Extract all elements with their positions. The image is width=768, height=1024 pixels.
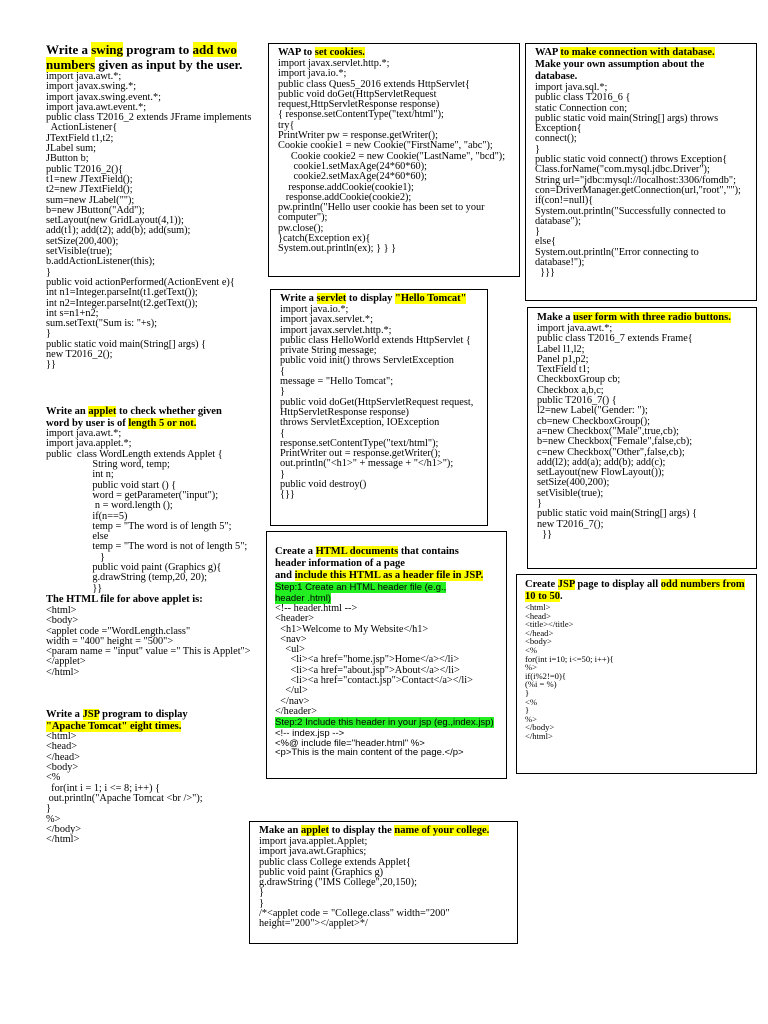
code-line: t1=new JTextField(); <box>46 173 133 185</box>
college-applet-box <box>249 821 518 944</box>
title-text-run: . <box>560 591 563 602</box>
code-line: public void init() throws ServletException <box>280 355 454 367</box>
code-line: import java.awt.*; <box>46 71 122 82</box>
code-line: import java.awt.*; <box>537 323 613 334</box>
html-doc-box <box>266 531 507 779</box>
code-line: int s=n1+n2; <box>46 307 99 319</box>
code-line: JTextField t1,t2; <box>46 132 114 144</box>
code-line: public class Ques5_2016 extends HttpServlet{ <box>278 78 470 90</box>
code-line: import java.io.*; <box>280 304 349 315</box>
code-line: g.drawString ("IMS College",20,150); <box>259 877 417 889</box>
code-line: <li><a href="about.jsp">About</a></li> <box>275 664 460 676</box>
code-line: database"); <box>535 215 581 227</box>
code-line: setVisible(true); <box>46 246 113 258</box>
code-line: public class HelloWorld extends HttpServlet { <box>280 334 471 346</box>
code-line: %> <box>525 713 538 724</box>
code-line: con=DriverManager.getConnection(url,"root",""); <box>535 184 741 196</box>
code-line: import java.awt.*; <box>46 428 122 440</box>
code-line: } <box>259 897 264 909</box>
code-line: int n2=Integer.parseInt(t2.getText()); <box>46 297 198 309</box>
code-line: System.out.println("Successfully connected to <box>535 205 726 217</box>
code-line: } <box>525 705 530 716</box>
code-line: HttpServletResponse response) <box>280 406 409 418</box>
code-line: else{ <box>535 236 556 248</box>
title-text-run: and <box>275 570 295 581</box>
applet-length-code <box>46 429 266 594</box>
jsp-odd-code <box>525 603 748 741</box>
code-line: sum=new JLabel(""); <box>46 194 135 206</box>
code-line: <!-- header.html --> <box>275 603 358 614</box>
code-line: public void start () { <box>46 479 177 491</box>
code-line: if(n==5) <box>46 510 128 522</box>
code-line: String url="jdbc:mysql://localhost:3306/fomdb"; <box>535 174 736 186</box>
title-text-run: WAP to <box>278 47 315 58</box>
title-text-run: to check whether given <box>116 406 222 417</box>
code-line: <head> <box>525 610 551 621</box>
code-line: { response.setContentType("text/html"); <box>278 109 444 121</box>
code-line: import javax.swing.event.*; <box>46 91 161 103</box>
code-line: import javax.servlet.http.*; <box>280 324 392 336</box>
code-line: (%i = %) <box>525 679 557 690</box>
radio-form-box <box>527 307 757 569</box>
code-line: } <box>280 468 285 480</box>
code-line: public class T2016_2 extends JFrame implements <box>46 112 252 124</box>
code-line: <% <box>525 696 538 707</box>
code-line: response.addCookie(cookie2); <box>278 191 412 203</box>
code-line: import java.awt.event.*; <box>46 101 147 113</box>
code-line: public class T2016_6 { <box>535 92 631 104</box>
jsp-odd-title <box>525 579 748 603</box>
code-line: <applet code ="WordLength.class" <box>46 625 191 637</box>
code-line: } <box>46 328 51 340</box>
code-line: g.drawString (temp,20, 20); <box>46 572 208 584</box>
code-line: setSize(400,200); <box>537 477 610 489</box>
code-line: <ul> <box>275 644 305 656</box>
title-text-run: Write a <box>46 709 83 720</box>
code-line: %> <box>46 813 61 825</box>
code-line: Panel p1,p2; <box>537 353 589 365</box>
title-text-run: numbers <box>46 57 96 72</box>
title-text-run: word by user is of <box>46 417 129 429</box>
code-line: request,HttpServletResponse response) <box>278 99 440 111</box>
code-line: c=new Checkbox("Other",false,cb); <box>537 446 685 458</box>
code-line: } <box>525 687 530 698</box>
code-line: public void doGet(HttpServletRequest request, <box>280 396 474 408</box>
code-line: System.out.println(ex); } } } <box>278 243 397 255</box>
code-line: <nav> <box>275 633 307 645</box>
code-line: { <box>280 365 285 377</box>
code-line: JButton b; <box>46 153 89 165</box>
title-text-run: applet <box>88 406 117 417</box>
code-line: out.println("Apache Tomcat <br />"); <box>46 792 203 804</box>
title-text-run: Step:1 Create an HTML header file (e.g., <box>275 582 447 593</box>
code-line: </head> <box>46 751 80 763</box>
code-line: <title></title> <box>525 619 574 630</box>
html-doc-step2: Step:2 Include this header in your jsp (eg.,index.jsp) <box>275 717 494 729</box>
code-line: ActionListener{ <box>46 122 118 134</box>
code-line: </nav> <box>275 695 310 707</box>
code-line: </html> <box>46 834 80 846</box>
code-line: response.addCookie(cookie1); <box>278 181 414 193</box>
jsp-tomcat-code <box>46 732 266 845</box>
code-line: </html> <box>46 666 80 678</box>
code-line: <body> <box>46 762 79 774</box>
code-line: for(int i=10; i<=50; i++){ <box>525 653 614 664</box>
code-line: }} <box>537 528 553 540</box>
code-line: Cookie cookie2 = new Cookie("LastName", "bcd"); <box>278 150 506 162</box>
code-line: <li><a href="home.jsp">Home</a></li> <box>275 654 460 666</box>
jsp-odd-box <box>516 574 757 774</box>
code-line: public void actionPerformed(ActionEvent e){ <box>46 276 235 288</box>
title-text-run: Write a <box>46 42 92 57</box>
code-line: static Connection con; <box>535 102 628 114</box>
jsp-tomcat-title <box>46 709 266 732</box>
code-line: add(t1); add(t2); add(b); add(sum); <box>46 225 191 237</box>
title-text-run: program to <box>123 42 193 57</box>
code-line: width = "400" height = "500"> <box>46 635 174 647</box>
code-line: import javax.servlet.http.*; <box>278 58 390 69</box>
code-line: /*<applet code = "College.class" width="200" <box>259 908 450 920</box>
code-line: public void doGet(HttpServletRequest <box>278 88 437 100</box>
code-line: } <box>46 551 106 563</box>
code-line: public static void main(String[] args) { <box>537 508 698 520</box>
code-line: }} <box>46 582 103 594</box>
code-line: import java.sql.*; <box>535 82 608 93</box>
code-line: temp = "The word is not of length 5"; <box>46 541 248 553</box>
code-line: <param name = "input" value =" This is Applet"> <box>46 646 251 658</box>
code-line: new T2016_7(); <box>537 518 604 530</box>
code-line: PrintWriter out = response.getWriter(); <box>280 448 441 460</box>
title-text-run: to display the <box>329 825 395 836</box>
code-line: <!-- index.jsp --> <box>275 728 345 740</box>
college-applet-code <box>259 837 508 930</box>
title-text-run: WAP <box>535 47 561 58</box>
code-line: Exception{ <box>535 123 582 135</box>
servlet-box <box>270 289 488 526</box>
code-line: n = word.length (); <box>46 500 173 512</box>
code-line: new T2016_2(); <box>46 349 113 361</box>
code-line: import javax.swing.*; <box>46 81 137 93</box>
code-line: <html> <box>46 731 77 743</box>
code-line: <body> <box>525 636 552 647</box>
code-line: add(l2); add(a); add(b); add(c); <box>537 456 666 468</box>
code-line: sum.setText("Sum is: "+s); <box>46 318 158 330</box>
code-line: height="200"></applet>*/ <box>259 918 368 930</box>
code-line: public static void connect() throws Exception{ <box>535 154 728 166</box>
title-text-run: user form with three radio buttons. <box>573 312 731 323</box>
code-line: temp = "The word is of length 5"; <box>46 520 232 532</box>
code-line: import java.applet.*; <box>46 438 132 450</box>
code-line: import java.awt.Graphics; <box>259 846 367 858</box>
cookies-box <box>268 43 520 277</box>
code-line: b=new JButton("Add"); <box>46 204 145 216</box>
title-text-run: given as input by the user. <box>95 57 243 72</box>
title-text-run: header .html) <box>275 593 331 604</box>
database-title2: Make your own assumption about the database. <box>535 59 705 82</box>
code-line: if(con!=null){ <box>535 195 594 207</box>
code-line: }}} <box>535 267 555 279</box>
title-text-run: swing <box>91 42 124 57</box>
code-line: <% <box>525 644 538 655</box>
code-line: response.setContentType("text/html"); <box>280 437 439 449</box>
applet-html-code <box>46 606 266 678</box>
code-line: public class T2016_7 extends Frame{ <box>537 333 693 345</box>
code-line: for(int i = 1; i <= 8; i++) { <box>46 782 161 794</box>
code-line: b=new Checkbox("Female",false,cb); <box>537 436 693 448</box>
code-line: JLabel sum; <box>46 143 97 155</box>
code-line: </header> <box>275 705 317 717</box>
code-line: <head> <box>46 741 78 753</box>
code-line: </ul> <box>275 685 308 697</box>
title-text-run: add two <box>192 42 237 57</box>
title-text-run: Write a <box>280 293 317 304</box>
swing-code <box>46 72 266 371</box>
code-line: setLayout(new GridLayout(4,1)); <box>46 215 184 227</box>
code-line: } <box>535 143 540 155</box>
code-line: public T2016_7() { <box>537 395 617 407</box>
code-line: b.addActionListener(this); <box>46 256 155 268</box>
code-line: Label l1,l2; <box>537 343 585 355</box>
code-line: t2=new JTextField(); <box>46 184 133 196</box>
code-line: } <box>535 226 540 238</box>
title-text-run: to make connection with database. <box>560 47 715 58</box>
code-line: setLayout(new FlowLayout()); <box>537 467 665 479</box>
code-line: public T2016_2(){ <box>46 163 124 175</box>
title-text-run: header information of a page <box>275 558 405 569</box>
code-line: Checkbox a,b,c; <box>537 384 604 396</box>
code-line: pw.close(); <box>278 222 324 234</box>
code-line: public void paint (Graphics g){ <box>46 562 222 574</box>
title-text-run: "Apache Tomcat" eight times. <box>46 720 182 732</box>
title-text-run: set cookies. <box>314 47 365 58</box>
code-line: else <box>46 531 109 543</box>
code-line: String word, temp; <box>46 459 170 471</box>
code-line: cookie2.setMaxAge(24*60*60); <box>278 171 427 183</box>
code-line: public void destroy() <box>280 479 367 491</box>
code-line: int n; <box>46 469 114 481</box>
title-text-run: Create a <box>275 546 316 557</box>
database-box <box>525 43 757 301</box>
applet-html-title: The HTML file for above applet is: <box>46 593 203 605</box>
title-text-run: odd numbers from <box>660 579 745 590</box>
title-text-run: Make an <box>259 825 301 836</box>
code-line: <p>This is the main content of the page.</p> <box>275 747 464 759</box>
swing-section <box>46 42 266 371</box>
code-line: public static void main(String[] args) { <box>46 338 207 350</box>
title-text-run: that contains <box>398 546 459 557</box>
title-text-run: 10 to 50 <box>525 591 560 602</box>
code-line: } <box>46 803 51 815</box>
radio-form-code <box>537 324 747 540</box>
cookies-code <box>278 59 510 255</box>
title-text-run: HTML documents <box>315 546 399 557</box>
code-line: <html> <box>525 602 551 612</box>
code-line: %> <box>525 662 538 673</box>
html-doc-code1 <box>275 604 498 717</box>
code-line: pw.println("Hello user cookie has been set to your <box>278 202 485 214</box>
code-line: <html> <box>46 604 77 616</box>
code-line: cb=new CheckboxGroup(); <box>537 415 651 427</box>
code-line: out.println("<h1>" + message + "</h1>"); <box>280 458 454 470</box>
code-line: database!"); <box>535 257 585 269</box>
code-line: import java.applet.Applet; <box>259 836 368 847</box>
code-line: l2=new Label("Gender: "); <box>537 405 648 417</box>
code-line: throws ServletException, IOException <box>280 417 440 429</box>
servlet-code <box>280 305 478 501</box>
code-line: public void paint (Graphics g) <box>259 866 384 878</box>
code-line: } <box>259 887 264 899</box>
code-line: </body> <box>46 823 82 835</box>
html-doc-step1 <box>275 582 498 604</box>
code-line: word = getParameter("input"); <box>46 489 219 501</box>
applet-length-section <box>46 406 266 678</box>
code-line: {}} <box>280 489 295 501</box>
code-line: { <box>280 427 285 439</box>
applet-length-title <box>46 406 266 429</box>
code-line: a=new Checkbox("Male",true,cb); <box>537 425 680 437</box>
code-line: <li><a href="contact.jsp">Contact</a></li> <box>275 675 473 687</box>
code-line: import javax.servlet.*; <box>280 314 373 326</box>
title-text-run: Create <box>525 579 558 590</box>
code-line: setVisible(true); <box>537 487 604 499</box>
html-doc-title <box>275 546 498 582</box>
title-text-run: name of your college. <box>394 825 490 836</box>
code-line: } <box>280 386 285 398</box>
title-text-run: "Hello Tomcat" <box>395 293 467 304</box>
code-line: </html> <box>525 730 553 741</box>
code-line: <header> <box>275 613 315 625</box>
code-line: <%@ include file="header.html" %> <box>275 737 425 749</box>
title-text-run: servlet <box>316 293 347 304</box>
code-line: <body> <box>46 615 79 627</box>
code-line: }catch(Exception ex){ <box>278 233 371 245</box>
code-line: private String message; <box>280 345 377 357</box>
code-line: } <box>537 498 542 510</box>
code-line: message = "Hello Tomcat"; <box>280 376 394 388</box>
code-line: if(i%2!=0){ <box>525 670 566 681</box>
title-text-run: to display <box>346 293 396 304</box>
code-line: public class WordLength extends Applet { <box>46 448 223 460</box>
code-line: import java.io.*; <box>278 68 347 80</box>
code-line: Cookie cookie1 = new Cookie("FirstName", "abc"); <box>278 140 493 152</box>
title-text-run: Write an <box>46 406 89 417</box>
code-line: int n1=Integer.parseInt(t1.getText()); <box>46 287 198 299</box>
jsp-tomcat-section <box>46 709 266 845</box>
title-text-run: Make a <box>537 312 574 323</box>
code-line: cookie1.setMaxAge(24*60*60); <box>278 160 427 172</box>
code-line: Class.forName("com.mysql.jdbc.Driver"); <box>535 164 710 176</box>
database-code <box>535 83 747 279</box>
title-text-run: include this HTML as a header file in JSP. <box>294 570 484 581</box>
code-line: System.out.println("Error connecting to <box>535 246 699 258</box>
title-text-run: JSP <box>557 579 575 590</box>
swing-title <box>46 42 266 72</box>
database-title <box>535 47 747 59</box>
code-line: <% <box>46 772 61 784</box>
title-text-run: applet <box>301 825 330 836</box>
code-line: PrintWriter pw = response.getWriter(); <box>278 130 438 142</box>
code-line: setSize(200,400); <box>46 235 119 247</box>
html-doc-code2 <box>275 729 498 758</box>
code-line: </head> <box>525 627 554 638</box>
code-line: </body> <box>525 722 555 733</box>
code-line: TextField t1; <box>537 364 590 376</box>
code-line: </applet> <box>46 656 86 668</box>
code-line: computer"); <box>278 212 328 224</box>
title-text-run: program to display <box>99 709 188 720</box>
title-text-run: length 5 or not. <box>128 417 197 429</box>
code-line: CheckboxGroup cb; <box>537 374 621 386</box>
code-line: } <box>46 266 51 278</box>
code-line: public static void main(String[] args) throws <box>535 112 719 124</box>
code-line: connect(); <box>535 133 577 145</box>
code-line: }} <box>46 359 56 371</box>
code-line: public class College extends Applet{ <box>259 856 411 868</box>
code-line: try{ <box>278 119 295 131</box>
code-line: <h1>Welcome to My Website</h1> <box>275 623 429 635</box>
title-text-run: page to display all <box>574 579 661 590</box>
title-text-run: JSP <box>82 709 100 720</box>
